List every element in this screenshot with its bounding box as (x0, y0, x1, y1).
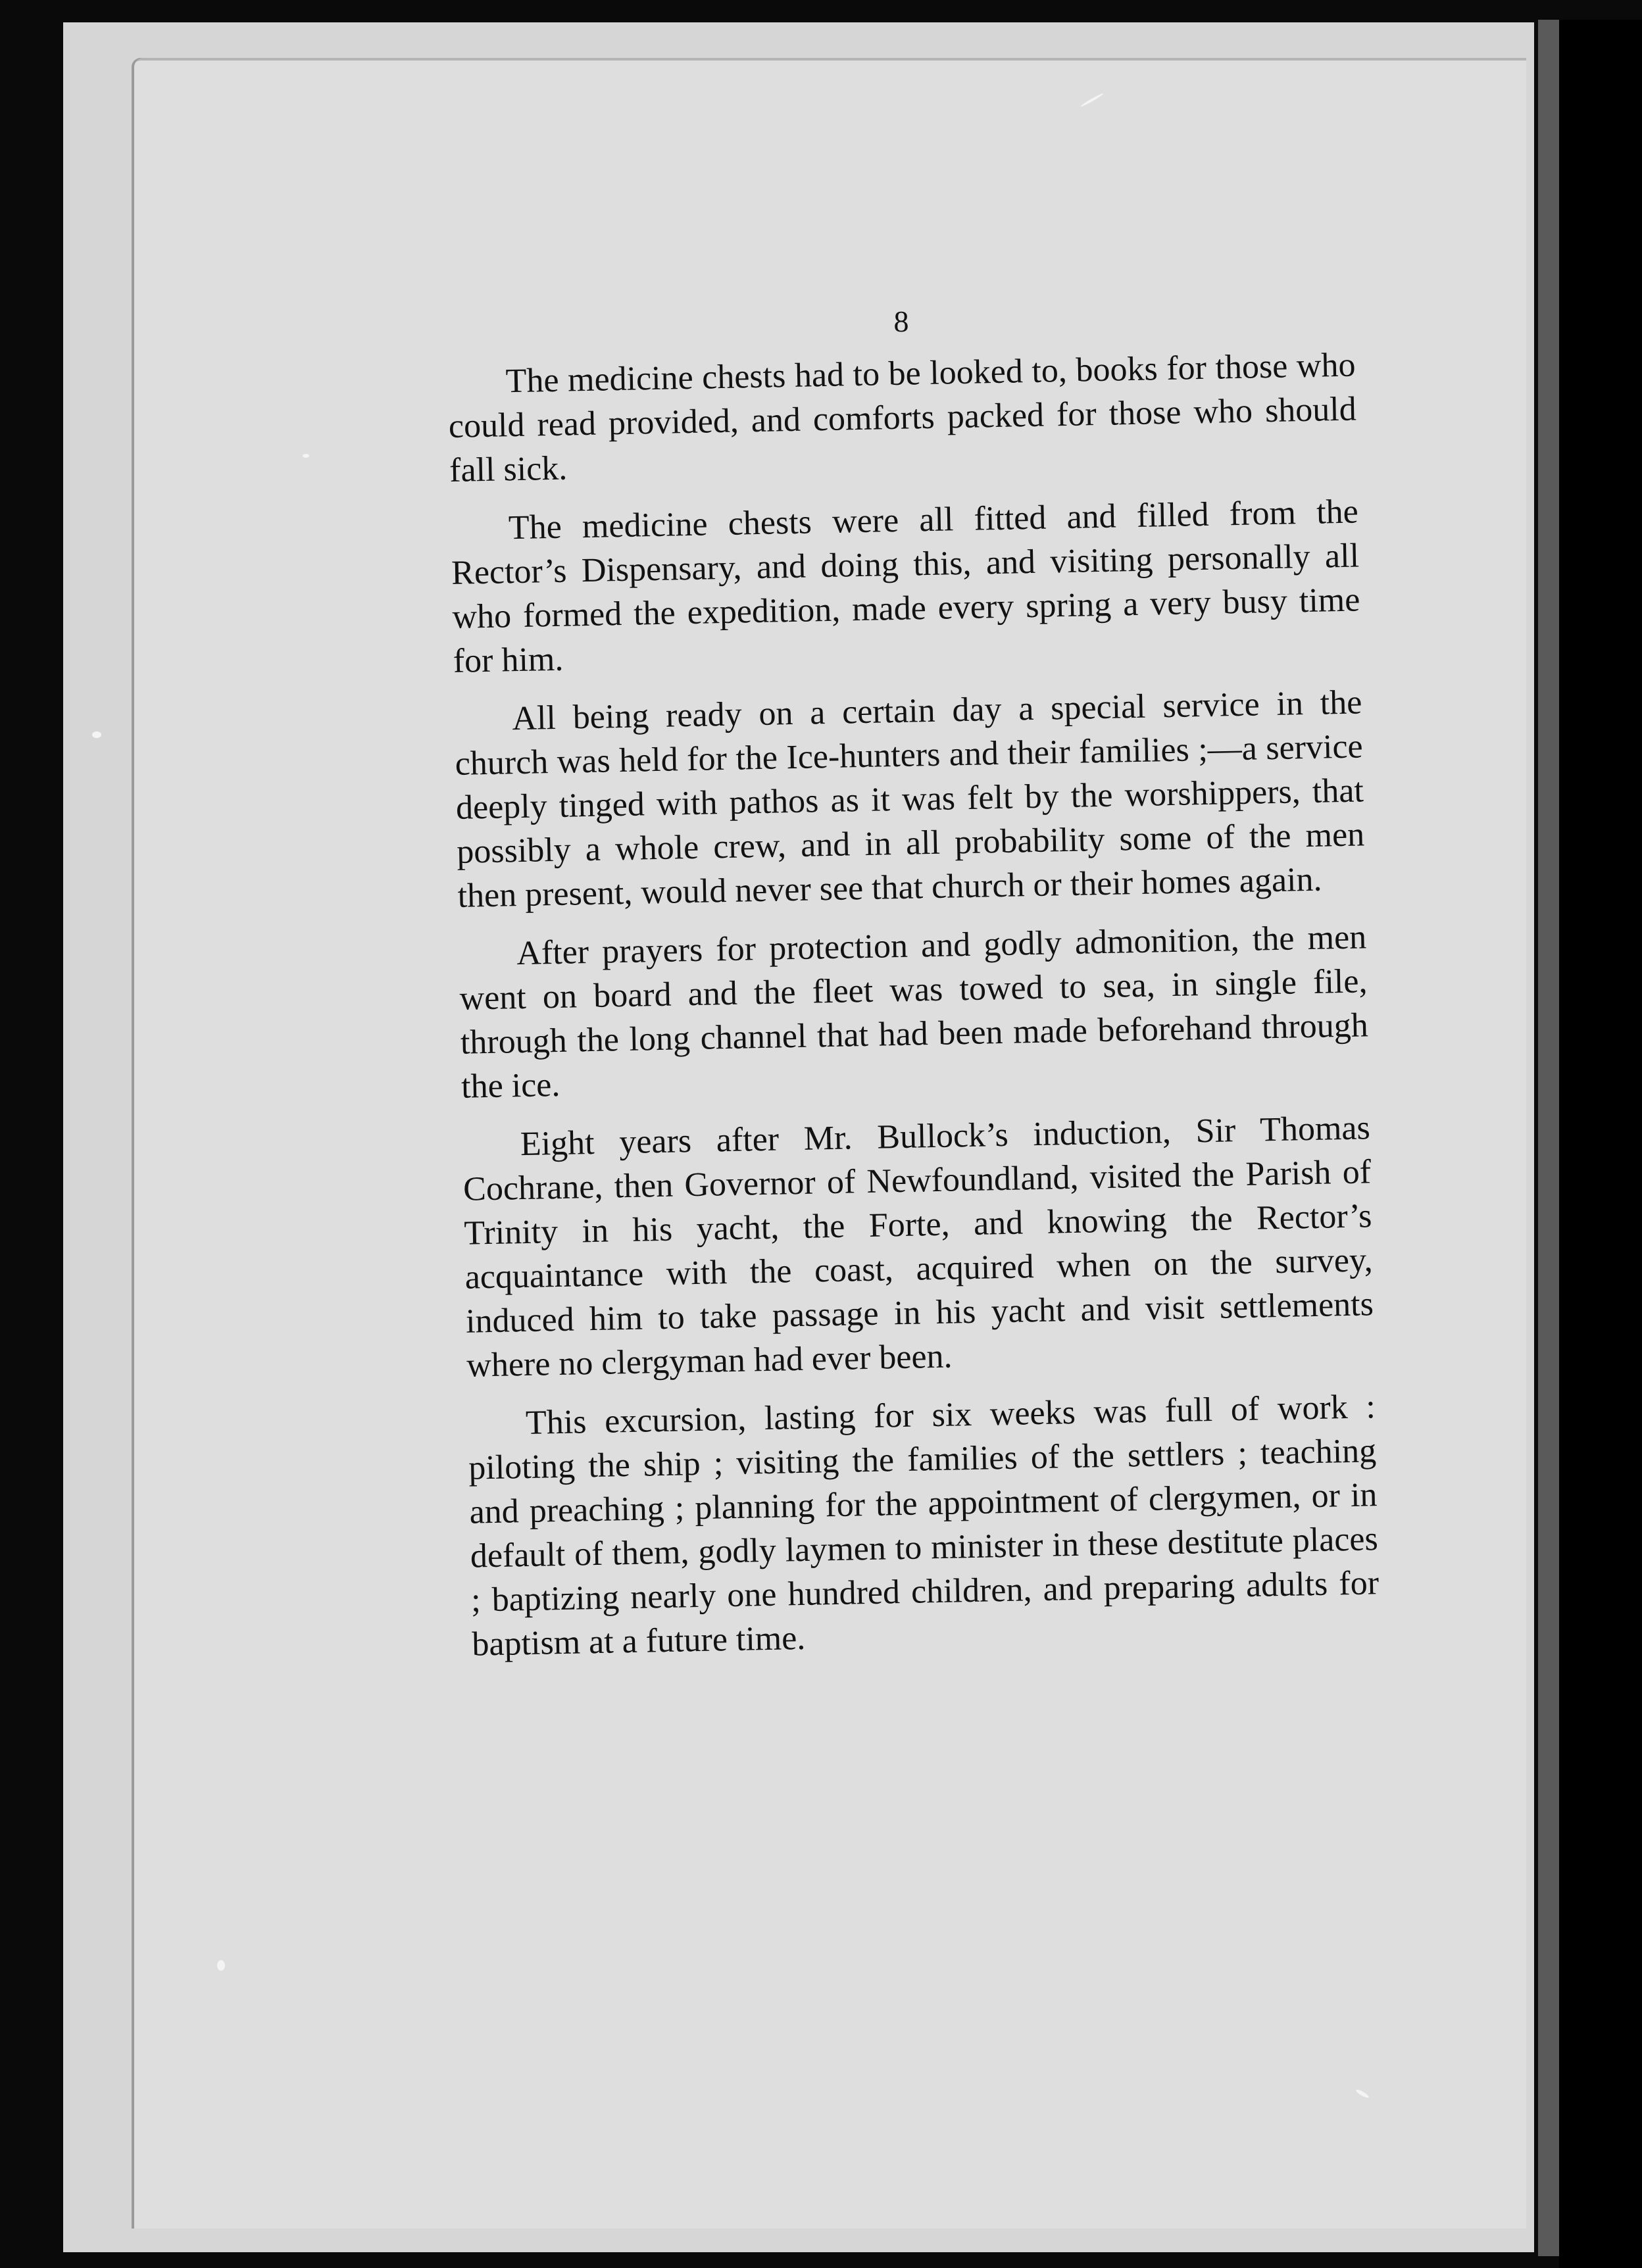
dust-speck (217, 1960, 225, 1971)
book-edge (1559, 20, 1642, 2268)
body-text (447, 343, 1380, 1667)
book-spine (1538, 20, 1559, 2256)
paragraph: This excursion, lasting for six weeks was full of work : piloting the ship ; visiting the families of the settlers ; teaching and preaching ; planning for the appointment of clergymen, or in default of them, godly laymen to minister in these destitute places ; baptizing nearly one hundred children, and preparing adults for baptism at a future time. (468, 1388, 1380, 1664)
paragraph: The medicine chests were all fitted and filled from the Rector’s Dispensary, and doing this, and visiting personally all who formed the expedition, made every spring a very busy time for him. (451, 493, 1360, 680)
paragraph: After prayers for protection and godly admonition, the men went on board and the fleet was towed to sea, in single file, through the long channel that had been made beforehand through the ice. (459, 918, 1369, 1106)
dust-speck (303, 454, 309, 458)
page-number: 8 (893, 305, 909, 338)
paragraph: The medicine chests had to be looked to, books for those who could read provided, and comforts packed for those who should fall sick. (448, 346, 1357, 489)
paragraph: Eight years after Mr. Bullock’s induction, Sir Thomas Cochrane, then Governor of Newfoundland, visited the Parish of Trinity in his yacht, the Forte, and knowing the Rector’s acquaintance with the coast, acquired when on the survey, induced him to take passage in his yacht and visit settlements where no clergyman had ever been. (462, 1109, 1374, 1385)
dust-speck (92, 731, 101, 738)
paragraph: All being ready on a certain day a special service in the church was held for the Ice-hunters and their families ;—a service deeply tinged with pathos as it was felt by the worshippers, that possibly a whole crew, and in all probability some of the men then present, would never see that church or their homes again. (455, 683, 1365, 915)
